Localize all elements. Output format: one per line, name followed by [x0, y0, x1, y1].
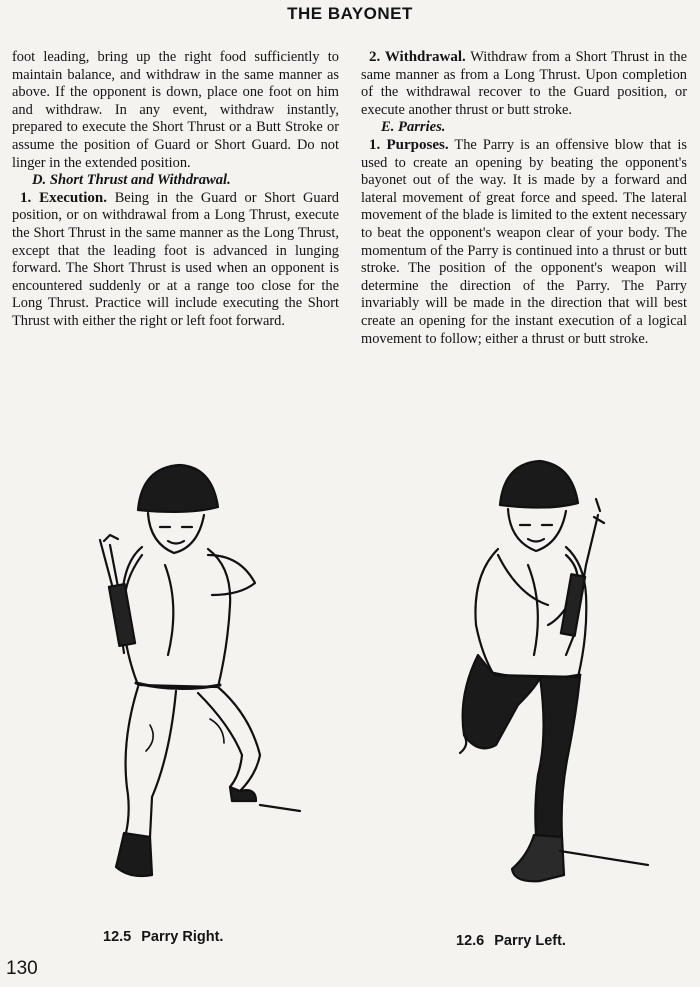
figure-caption-text: Parry Left.	[494, 933, 566, 949]
paragraph-continuation: foot leading, bring up the right food sufficiently to maintain balance, and withdraw in the same manner as above. If the opponent is down, place one foot on him and withdraw. In any event, withdraw instantly, prepared to execute the Short Thrust or a Butt Stroke or assume the position of Guard or Short Guard. Do not linger in the extended position.	[12, 49, 339, 171]
execution-text: Being in the Guard or Short Guard position, or on withdrawal from a Long Thrust, execute the Short Thrust in the same manner as the Long Thrust, except that the leading foot is advanced in lunging forward. The Short Thrust is used when an opponent is encountered suddenly or at a range too close for the Long Thrust. Practice will include executing the Short Thrust with either the right or left foot forward.	[12, 189, 339, 329]
figure-number: 12.5	[103, 929, 132, 945]
right-text-column	[361, 49, 687, 348]
section-heading-parries: E. Parries.	[381, 119, 446, 136]
figure-caption-parry-left	[456, 933, 566, 949]
withdrawal-title: 2. Withdrawal.	[369, 49, 466, 65]
page-header-title: THE BAYONET	[287, 4, 413, 23]
left-text-column	[12, 49, 339, 331]
soldier-illustration-parry-right	[90, 455, 305, 900]
paragraph-withdrawal	[361, 49, 687, 119]
withdrawal-text: Withdraw from a Short Thrust in the same manner as from a Long Thrust. Upon completion of the withdrawal recover to the Guard position, or execute another thrust or butt stroke.	[361, 49, 687, 118]
figure-number: 12.6	[456, 933, 485, 949]
execution-title: 1. Execution.	[20, 189, 107, 206]
figure-caption-parry-right	[103, 929, 223, 945]
paragraph-purposes	[361, 137, 687, 348]
purposes-title: 1. Purposes.	[369, 136, 449, 153]
purposes-text: The Parry is an offensive blow that is used to create an opening by beating the opponent's bayonet out of the way. It is made by a forward and lateral movement of great force and speed. The lateral movement of the blade is limited to the extent necessary to beat the opponent's weapon clear of your body. The momentum of the Parry is continued into a thrust or butt stroke. The position of the opponent's weapon will determine the direction of the Parry. The Parry invariably will be made in the direction that will best create an opening for the instant execution of a logical movement to follow; either a thrust or butt stroke.	[361, 136, 687, 347]
soldier-illustration-parry-left	[448, 455, 663, 900]
paragraph-execution	[12, 190, 339, 331]
section-heading-short-thrust: D. Short Thrust and Withdrawal.	[32, 172, 231, 189]
figure-parry-right	[90, 455, 305, 900]
page-number: 130	[6, 958, 38, 979]
figure-parry-left	[448, 455, 663, 900]
figure-caption-text: Parry Right.	[141, 929, 224, 945]
